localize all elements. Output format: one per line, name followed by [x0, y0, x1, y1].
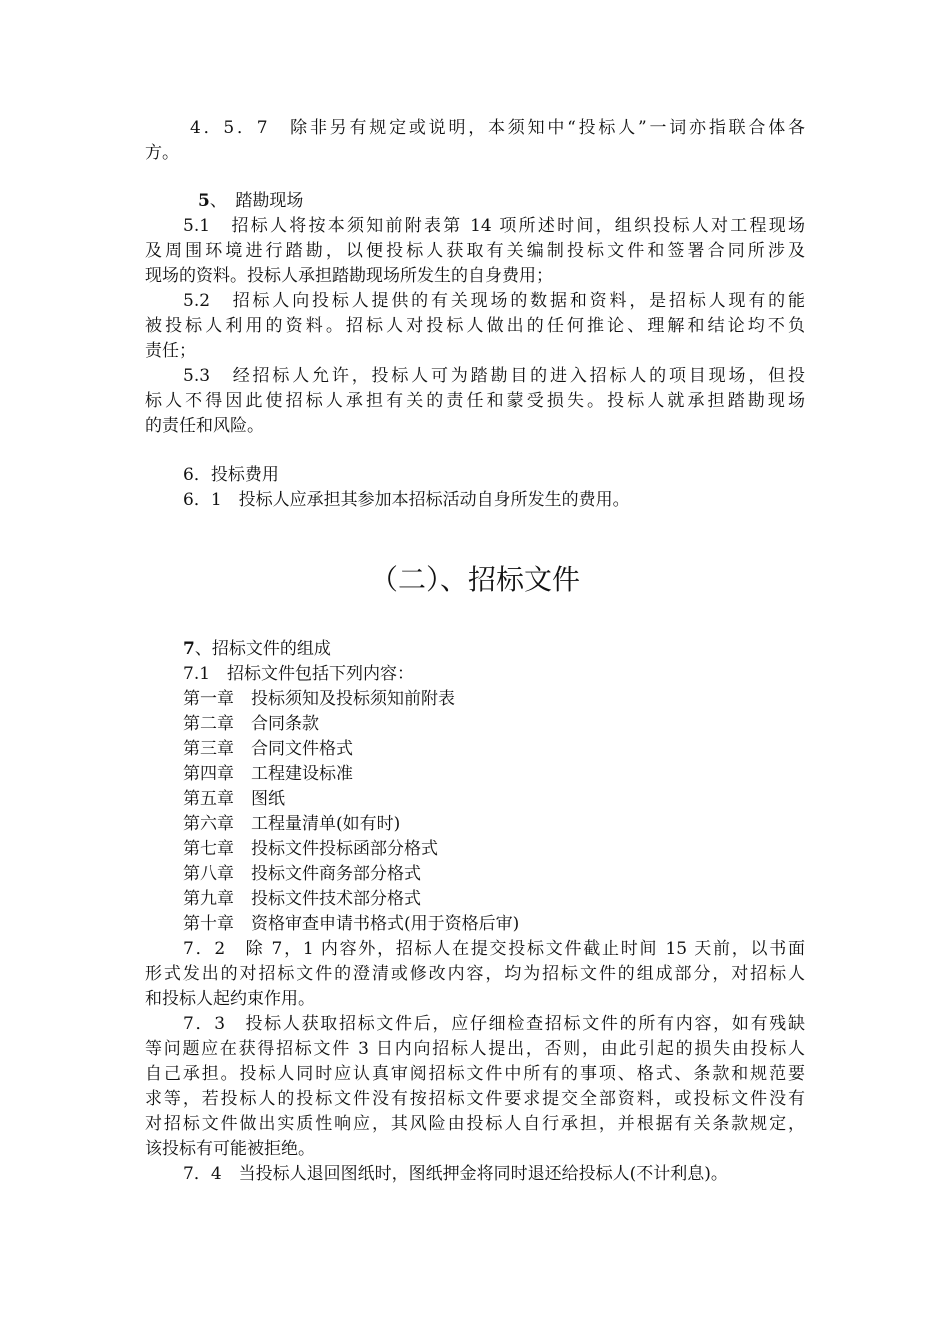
chapter-item: 第五章 图纸 [183, 789, 285, 809]
clause-5-3-line-2: 标人不得因此使招标人承担有关的责任和蒙受损失。投标人就承担踏勘现场 [145, 391, 805, 411]
chapter-item: 第八章 投标文件商务部分格式 [183, 864, 421, 884]
chapter-item: 第三章 合同文件格式 [183, 739, 353, 759]
clause-7-1: 7.1 招标文件包括下列内容： [183, 664, 415, 684]
clause-4-5-7-line-2: 方。 [145, 143, 179, 163]
clause-4-5-7-line-1: 4．5．7 除非另有规定或说明，本须知中“投标人”一词亦指联合体各 [190, 118, 805, 138]
chapter-item: 第九章 投标文件技术部分格式 [183, 889, 421, 909]
clause-7-3-line-4: 求等，若投标人的投标文件没有按招标文件要求提交全部资料，或投标文件没有 [145, 1089, 805, 1109]
clause-5-1-line-1: 5.1 招标人将按本须知前附表第 14 项所述时间，组织投标人对工程现场 [183, 216, 805, 236]
section-6-heading: 6．投标费用 [183, 465, 279, 485]
clause-5-2-line-3: 责任； [145, 341, 196, 361]
section-5-separator: 、 [209, 191, 219, 211]
clause-5-2-line-1: 5.2 招标人向投标人提供的有关现场的数据和资料，是招标人现有的能 [183, 291, 805, 311]
chapter-item: 第六章 工程量清单(如有时) [183, 814, 401, 834]
clause-6-1: 6．1 投标人应承担其参加本招标活动自身所发生的费用。 [183, 490, 630, 510]
clause-7-3-line-5: 对招标文件做出实质性响应，其风险由投标人自行承担，并根据有关条款规定， [145, 1114, 805, 1134]
clause-7-2-line-2: 形式发出的对招标文件的澄清或修改内容，均为招标文件的组成部分，对招标人 [145, 964, 805, 984]
clause-5-3-line-1: 5.3 经招标人允许，投标人可为踏勘目的进入招标人的项目现场，但投 [183, 366, 805, 386]
section-7-title: 、招标文件的组成 [194, 639, 331, 659]
clause-7-3-line-6: 该投标有可能被拒绝。 [145, 1139, 315, 1159]
clause-5-3-line-3: 的责任和风险。 [145, 416, 264, 436]
chapter-item: 第二章 合同条款 [183, 714, 319, 734]
clause-7-2-line-3: 和投标人起约束作用。 [145, 989, 315, 1009]
section-5-title: 踏勘现场 [218, 191, 304, 211]
chapter-item: 第十章 资格审查申请书格式(用于资格后审) [183, 914, 520, 934]
clause-7-3-line-2: 等问题应在获得招标文件 3 日内向招标人提出，否则，由此引起的损失由投标人 [145, 1039, 805, 1059]
chapter-item: 第七章 投标文件投标函部分格式 [183, 839, 438, 859]
clause-7-2-line-1: 7．2 除 7，1 内容外，招标人在提交投标文件截止时间 15 天前，以书面 [183, 939, 805, 959]
clause-5-1-line-2: 及周围环境进行踏勘，以便投标人获取有关编制投标文件和签署合同所涉及 [145, 241, 805, 261]
clause-7-3-line-3: 自己承担。投标人同时应认真审阅招标文件中所有的事项、格式、条款和规范要 [145, 1064, 805, 1084]
section-7-number: 7 [183, 639, 195, 659]
part-2-title: （二）、招标文件 [369, 563, 580, 596]
section-5-number: 5 [198, 191, 210, 211]
clause-5-1-line-3: 现场的资料。投标人承担踏勘现场所发生的自身费用； [145, 266, 553, 286]
clause-5-2-line-2: 被投标人利用的资料。招标人对投标人做出的任何推论、理解和结论均不负 [145, 316, 805, 336]
clause-7-4: 7．4 当投标人退回图纸时，图纸押金将同时退还给投标人(不计利息)。 [183, 1164, 728, 1184]
section-5-heading [198, 189, 858, 214]
section-7-heading [183, 637, 843, 662]
chapter-item: 第四章 工程建设标准 [183, 764, 353, 784]
clause-7-3-line-1: 7．3 投标人获取招标文件后，应仔细检查招标文件的所有内容，如有残缺 [183, 1014, 805, 1034]
chapter-item: 第一章 投标须知及投标须知前附表 [183, 689, 455, 709]
